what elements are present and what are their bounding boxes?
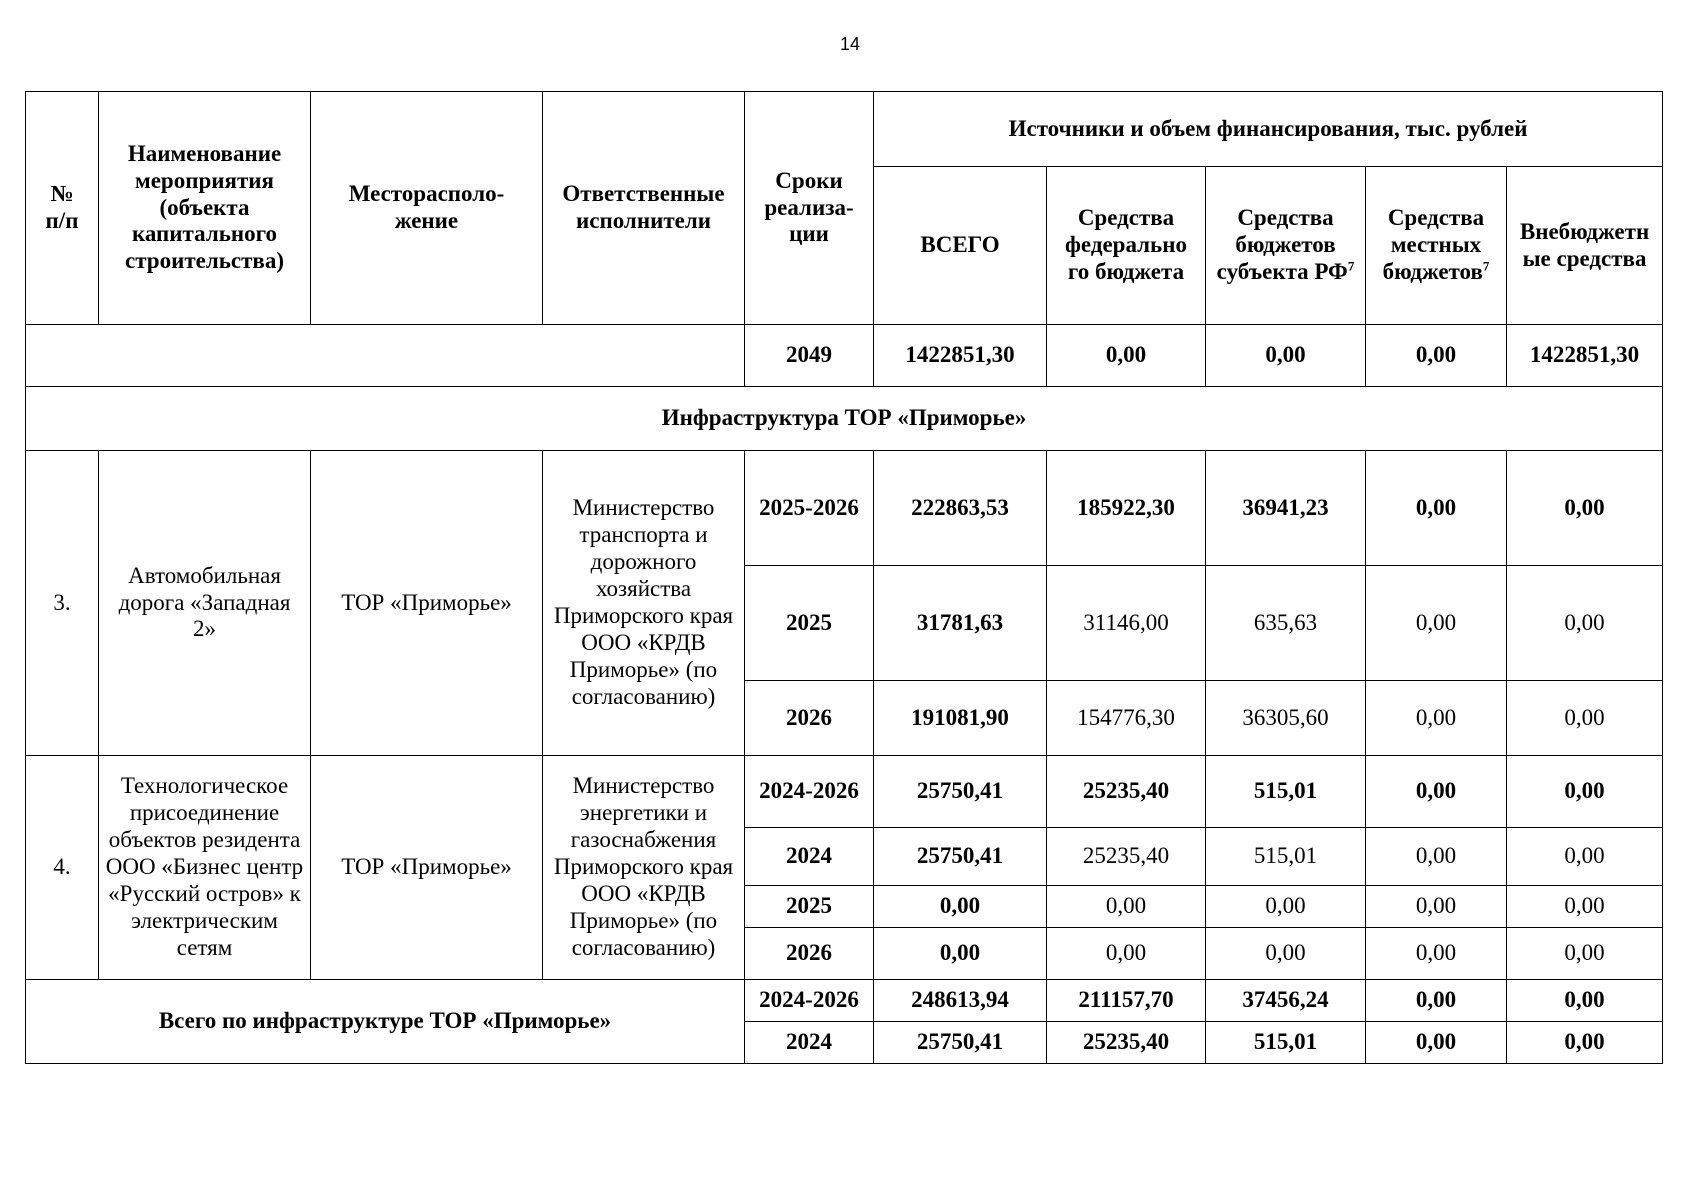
section-title: Инфраструктура ТОР «Приморье» xyxy=(26,387,1663,451)
header-num: № п/п xyxy=(26,92,99,325)
cell-term: 2024-2026 xyxy=(745,980,874,1022)
header-local: Средства местных бюджетов$^7$ xyxy=(1366,167,1507,325)
cell-local: 0,00 xyxy=(1366,828,1507,886)
cell-regional: 515,01 xyxy=(1206,756,1366,828)
cell-regional: 37456,24 xyxy=(1206,980,1366,1022)
table-row xyxy=(26,451,1663,566)
header-name: Наименование мероприятия (объекта капитального строительства) xyxy=(99,92,311,325)
cell-term: 2049 xyxy=(745,325,874,387)
total-label: Всего по инфраструктуре ТОР «Приморье» xyxy=(26,980,745,1064)
item-executors: Министерство энергетики и газоснабжения Приморского края ООО «КРДВ Приморье» (по согласованию) xyxy=(543,756,745,980)
cell-extrabudget: 0,00 xyxy=(1507,886,1663,928)
item-num: 3. xyxy=(26,451,99,756)
cell-federal: 0,00 xyxy=(1047,886,1206,928)
cell-extrabudget: 0,00 xyxy=(1507,928,1663,980)
cell-regional: 0,00 xyxy=(1206,886,1366,928)
cell-term: 2024-2026 xyxy=(745,756,874,828)
page-number: 14 xyxy=(839,34,861,54)
header-total: ВСЕГО xyxy=(874,167,1047,325)
header-extrabudget: Внебюджетн ые средства xyxy=(1507,167,1663,325)
cell-extrabudget: 0,00 xyxy=(1507,566,1663,681)
cell-term: 2024 xyxy=(745,1022,874,1064)
cell-federal: 25235,40 xyxy=(1047,1022,1206,1064)
item-location: ТОР «Приморье» xyxy=(311,451,543,756)
carry-row xyxy=(26,325,1663,387)
table-row xyxy=(26,756,1663,828)
cell-federal: 31146,00 xyxy=(1047,566,1206,681)
cell-regional: 515,01 xyxy=(1206,828,1366,886)
footnote-ref: 7 xyxy=(1347,258,1355,274)
cell-extrabudget: 0,00 xyxy=(1507,681,1663,756)
cell-total: 191081,90 xyxy=(874,681,1047,756)
cell-extrabudget: 0,00 xyxy=(1507,828,1663,886)
cell-extrabudget: 0,00 xyxy=(1507,451,1663,566)
cell-federal: 25235,40 xyxy=(1047,756,1206,828)
cell-federal: 154776,30 xyxy=(1047,681,1206,756)
cell-regional: 0,00 xyxy=(1206,325,1366,387)
cell-local: 0,00 xyxy=(1366,566,1507,681)
cell-local: 0,00 xyxy=(1366,325,1507,387)
cell-federal: 185922,30 xyxy=(1047,451,1206,566)
cell-regional: 515,01 xyxy=(1206,1022,1366,1064)
cell-federal: 0,00 xyxy=(1047,325,1206,387)
cell-term: 2024 xyxy=(745,828,874,886)
cell-total: 25750,41 xyxy=(874,828,1047,886)
cell-term: 2025 xyxy=(745,566,874,681)
cell-local: 0,00 xyxy=(1366,1022,1507,1064)
cell-term: 2025 xyxy=(745,886,874,928)
cell-local: 0,00 xyxy=(1366,681,1507,756)
cell-term: 2025-2026 xyxy=(745,451,874,566)
cell-total: 0,00 xyxy=(874,886,1047,928)
cell-regional: 635,63 xyxy=(1206,566,1366,681)
cell-total: 31781,63 xyxy=(874,566,1047,681)
cell-local: 0,00 xyxy=(1366,928,1507,980)
item-executors: Министерство транспорта и дорожного хозяйства Приморского края ООО «КРДВ Приморье» (по согласованию) xyxy=(543,451,745,756)
footnote-ref: 7 xyxy=(1482,258,1490,274)
cell-total: 1422851,30 xyxy=(874,325,1047,387)
cell-term: 2026 xyxy=(745,681,874,756)
cell-regional: 36305,60 xyxy=(1206,681,1366,756)
total-row xyxy=(26,980,1663,1022)
cell-local: 0,00 xyxy=(1366,756,1507,828)
header-federal: Средства федерально го бюджета xyxy=(1047,167,1206,325)
cell-regional: 0,00 xyxy=(1206,928,1366,980)
cell-regional: 36941,23 xyxy=(1206,451,1366,566)
cell-total: 248613,94 xyxy=(874,980,1047,1022)
cell-local: 0,00 xyxy=(1366,451,1507,566)
cell-total: 222863,53 xyxy=(874,451,1047,566)
cell-federal: 0,00 xyxy=(1047,928,1206,980)
cell-extrabudget: 0,00 xyxy=(1507,980,1663,1022)
cell-federal: 211157,70 xyxy=(1047,980,1206,1022)
cell-federal: 25235,40 xyxy=(1047,828,1206,886)
header-location: Месторасполо- жение xyxy=(311,92,543,325)
header-executors: Ответственные исполнители xyxy=(543,92,745,325)
cell-extrabudget: 0,00 xyxy=(1507,756,1663,828)
funding-table xyxy=(25,91,1663,1064)
header-regional: Средства бюджетов субъекта $РФ^7$ xyxy=(1206,167,1366,325)
item-name: Технологическое присоединение объектов резидента ООО «Бизнес центр «Русский остров» к электрическим сетям xyxy=(99,756,311,980)
cell-local: 0,00 xyxy=(1366,980,1507,1022)
cell-total: 25750,41 xyxy=(874,1022,1047,1064)
header-funding-group: Источники и объем финансирования, тыс. рублей xyxy=(874,92,1663,167)
cell-extrabudget: 0,00 xyxy=(1507,1022,1663,1064)
cell-total: 0,00 xyxy=(874,928,1047,980)
cell-total: 25750,41 xyxy=(874,756,1047,828)
item-name: Автомобильная дорога «Западная 2» xyxy=(99,451,311,756)
cell-term: 2026 xyxy=(745,928,874,980)
cell-local: 0,00 xyxy=(1366,886,1507,928)
header-terms: Сроки реализа- ции xyxy=(745,92,874,325)
item-num: 4. xyxy=(26,756,99,980)
cell-extrabudget: 1422851,30 xyxy=(1507,325,1663,387)
item-location: ТОР «Приморье» xyxy=(311,756,543,980)
